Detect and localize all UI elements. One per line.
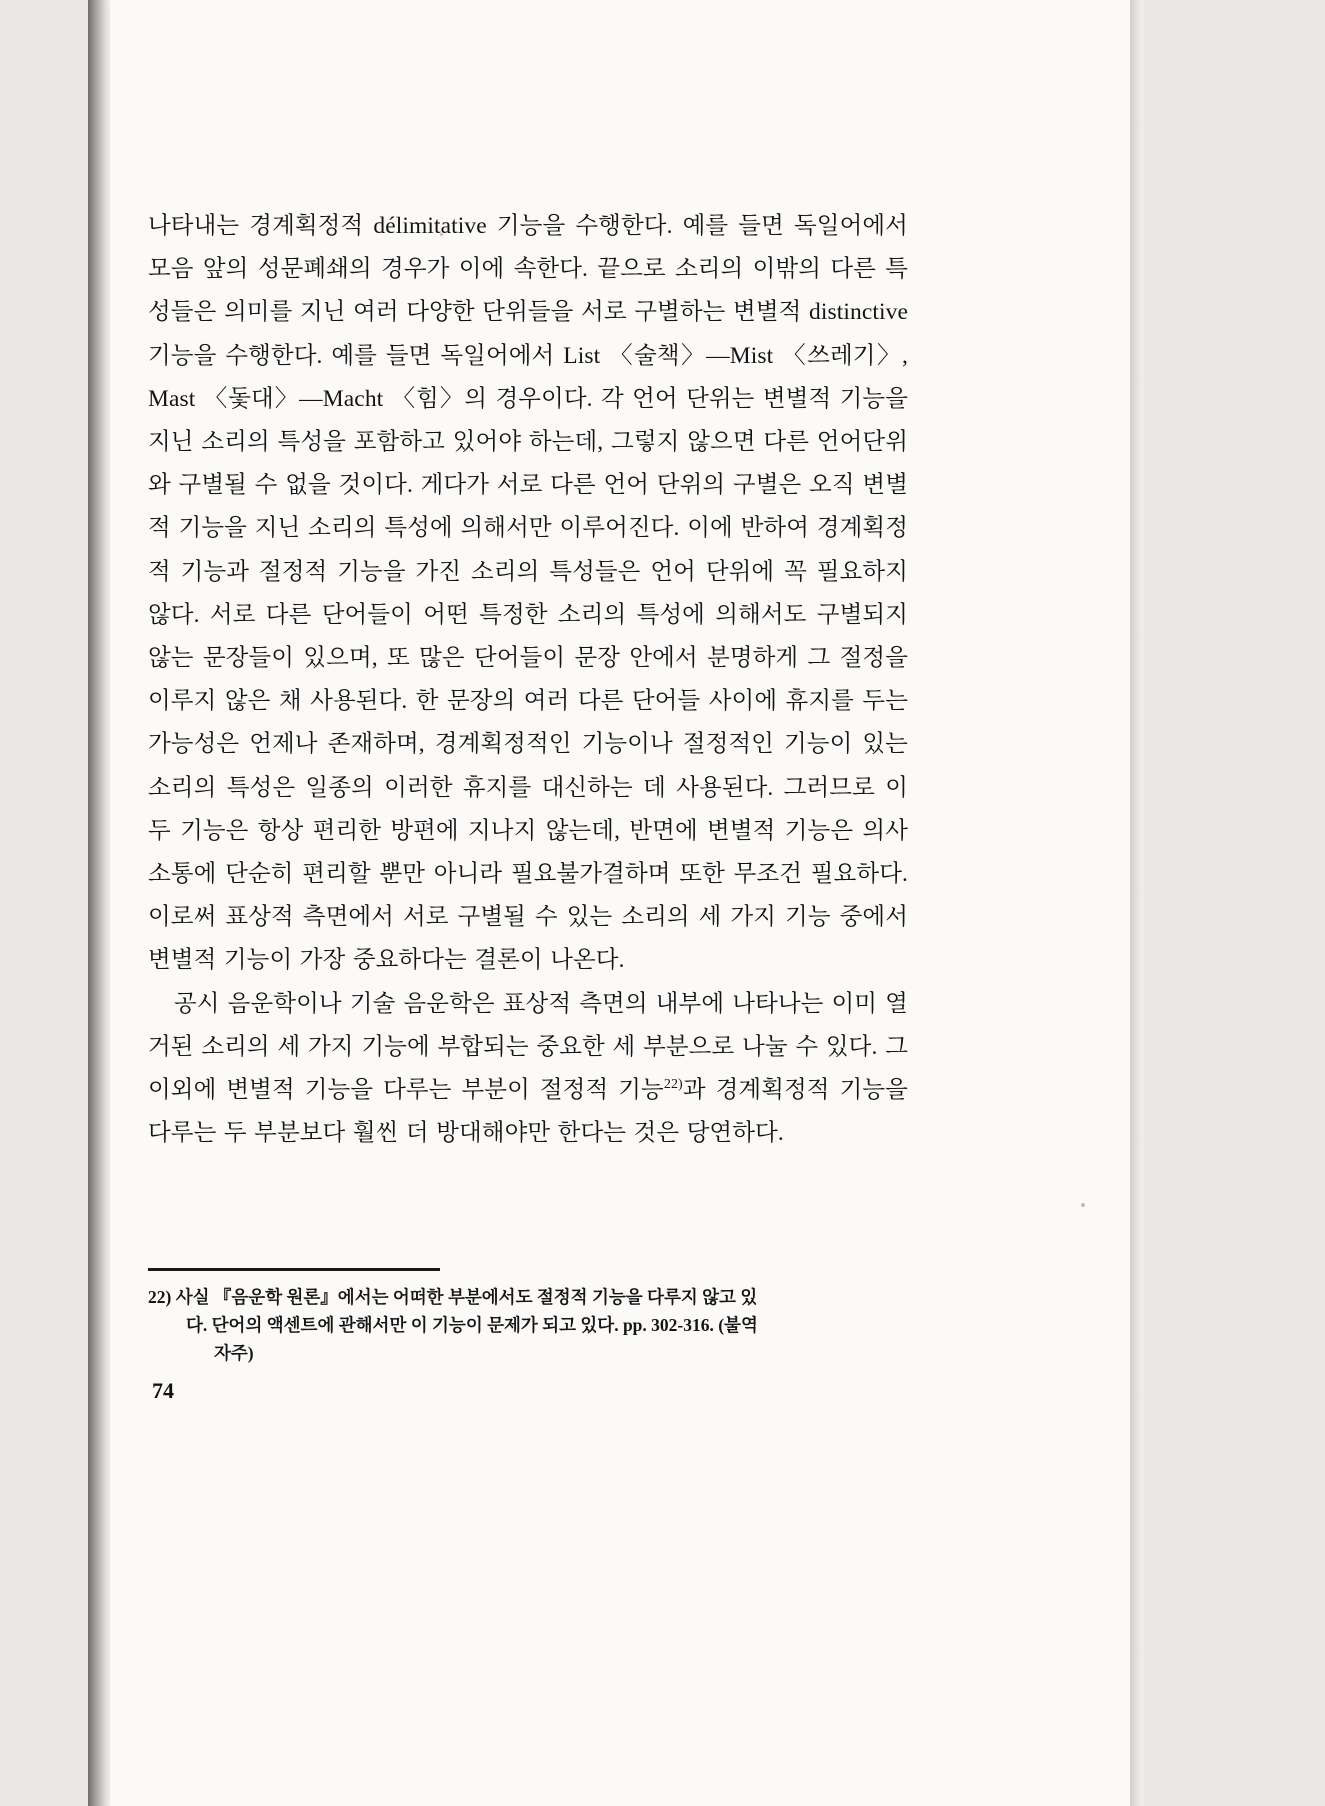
- paragraph-2-text-after-reference: 과 경계획정적 기능을 다루는 두 부분보다 훨씬 더 방대해야만 한다는 것은 당연하다.: [148, 1077, 908, 1147]
- footnote-line-1: 22) 사실 『음운학 원론』에서는 어떠한 부분에서도 절정적 기능을 다루지 않고 있: [148, 1287, 758, 1307]
- footnote-line-2: 다. 단어의 액센트에 관해서만 이 기능이 문제가 되고 있다. pp. 302-316. (불역: [186, 1315, 758, 1335]
- footnote-reference-marker[interactable]: 22): [663, 1077, 683, 1093]
- paragraph-1: 나타내는 경계획정적 délimitative 기능을 수행한다. 예를 들면 독일어에서 모음 앞의 성문폐쇄의 경우가 이에 속한다. 끝으로 소리의 이밖의 다른 특성들은 의미를 지닌 여러 다양한 단위들을 서로 구별하는 변별적 distinctive 기능을 수행한다. 예를 들면 독일어에서 List 〈술책〉—Mist 〈쓰레기〉, Mast 〈돛대〉—Macht 〈힘〉의 경우이다. 각 언어 단위는 변별적 기능을 지닌 소리의 특성을 포함하고 있어야 하는데, 그렇지 않으면 다른 언어단위와 구별될 수 없을 것이다. 게다가 서로 다른 언어 단위의 구별은 오직 변별적 기능을 지닌 소리의 특성에 의해서만 이루어진다. 이에 반하여 경계획정적 기능과 절정적 기능을 가진 소리의 특성들은 언어 단위에 꼭 필요하지 않다. 서로 다른 단어들이 어떤 특정한 소리의 특성에 의해서도 구별되지 않는 문장들이 있으며, 또 많은 단어들이 문장 안에서 분명하게 그 절정을 이루지 않은 채 사용된다. 한 문장의 여러 다른 단어들 사이에 휴지를 두는 가능성은 언제나 존재하며, 경계획정적인 기능이나 절정적인 기능이 있는 소리의 특성은 일종의 이러한 휴지를 대신하는 데 사용된다. 그러므로 이 두 기능은 항상 편리한 방편에 지나지 않는데, 반면에 변별적 기능은 의사소통에 단순히 편리할 뿐만 아니라 필요불가결하며 또한 무조건 필요하다. 이로써 표상적 측면에서 서로 구별될 수 있는 소리의 세 가지 기능 중에서 변별적 기능이 가장 중요하다는 결론이 나온다.: [148, 213, 908, 974]
- book-gutter-shadow: [88, 0, 110, 1806]
- footnote-block: [148, 1283, 918, 1367]
- paragraph-2-text-before-reference: 공시 음운학이나 기술 음운학은 표상적 측면의 내부에 나타나는 이미 열거된 소리의 세 가지 기능에 부합되는 중요한 세 부분으로 나눌 수 있다. 그 이외에 변별적 기능을 다루는 부분이 절정적 기능: [148, 990, 908, 1104]
- footnote-line-3: 자주): [214, 1343, 254, 1363]
- scan-speck: [1081, 1203, 1085, 1207]
- footnote-separator-rule: [148, 1268, 440, 1271]
- paragraph-2: [148, 983, 908, 1156]
- page-number: 74: [152, 1378, 174, 1403]
- page-right-edge: [1130, 0, 1144, 1806]
- page-body: [148, 205, 908, 1155]
